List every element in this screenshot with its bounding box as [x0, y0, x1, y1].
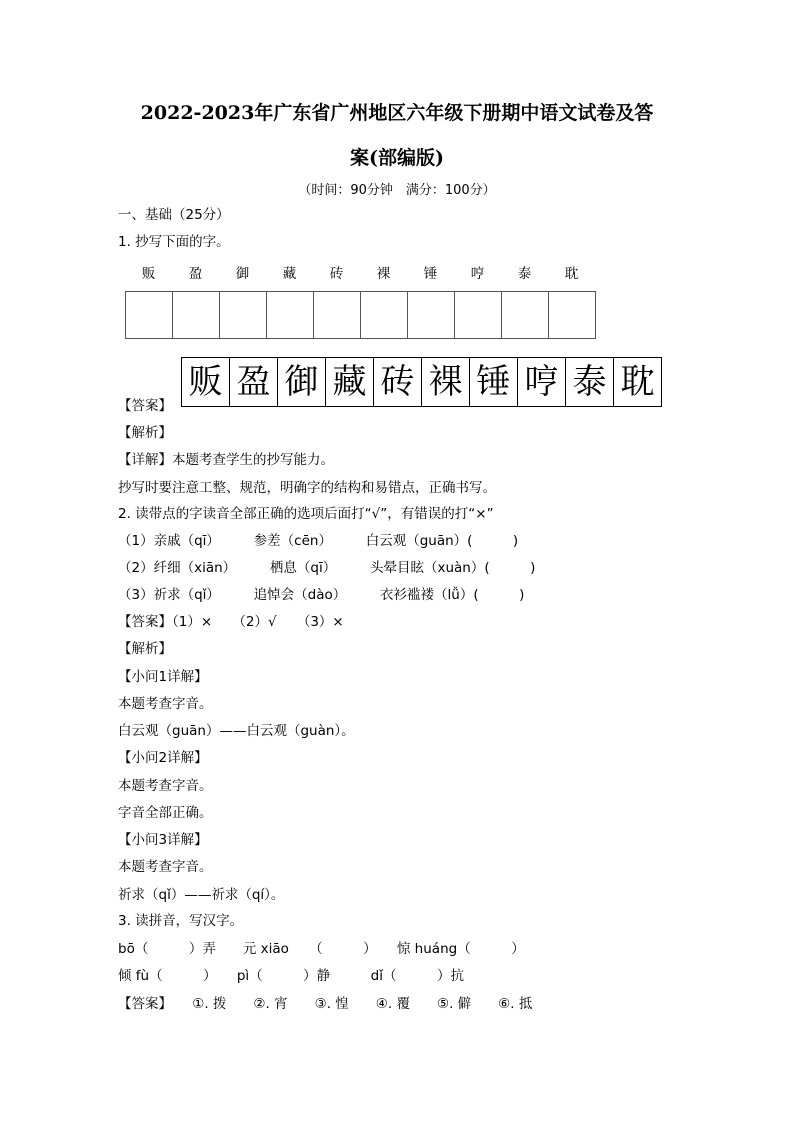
q3-line-2: 倾 fù（ ） pì（ ）静 dǐ（ ）抗 — [118, 968, 464, 984]
detail-text: 抄写时要注意工整、规范，明确字的结构和易错点，正确书写。 — [118, 480, 496, 496]
char: 贩 — [141, 266, 156, 282]
char: 泰 — [517, 266, 532, 282]
char: 裸 — [376, 266, 391, 282]
char: 御 — [235, 266, 250, 282]
answer-char: 御 — [278, 358, 326, 406]
q2-option-3: （3）祈求（qǐ） 追悼会（dào） 衣衫褴褛（lǚ）( ) — [118, 587, 525, 603]
copy-characters — [125, 262, 595, 282]
answer-characters-image — [181, 357, 662, 407]
q2-line: 本题考查字音。 — [118, 696, 213, 712]
answer-char: 锤 — [470, 358, 518, 406]
q3-answer: 【答案】 ①. 拨 ②. 宵 ③. 惶 ④. 覆 ⑤. 僻 ⑥. 抵 — [118, 996, 533, 1012]
q2-line: 【小问3详解】 — [118, 832, 208, 848]
question-1: 1. 抄写下面的字。 — [118, 234, 230, 250]
subtitle: （时间：90分钟 满分：100分） — [298, 183, 496, 198]
q2-option-1: （1）亲戚（qī） 参差（cēn） 白云观（guān）( ) — [118, 533, 519, 549]
q2-option-2: （2）纤细（xiān） 栖息（qī） 头晕目眩（xuàn）( ) — [118, 560, 536, 576]
char: 锤 — [423, 266, 438, 282]
section-heading: 一、基础（25分） — [118, 207, 230, 223]
question-2: 2. 读带点的字读音全部正确的选项后面打“√”，有错误的打“×” — [118, 506, 494, 522]
char: 藏 — [282, 266, 297, 282]
answer-label: 【答案】 — [118, 398, 172, 414]
q2-line: 【小问2详解】 — [118, 750, 208, 766]
question-3: 3. 读拼音，写汉字。 — [118, 913, 244, 929]
answer-char: 裸 — [422, 358, 470, 406]
char: 砖 — [329, 266, 344, 282]
char: 哼 — [470, 266, 485, 282]
q2-line: 祈求（qǐ）——祈求（qí）。 — [118, 887, 285, 903]
answer-char: 泰 — [566, 358, 614, 406]
answer-char: 藏 — [326, 358, 374, 406]
char: 耽 — [564, 266, 579, 282]
detail: 【详解】本题考查学生的抄写能力。 — [118, 452, 334, 468]
answer-char: 耽 — [614, 358, 662, 406]
q2-line: 【小问1详解】 — [118, 669, 208, 685]
writing-grid — [125, 291, 596, 339]
q2-line: 本题考查字音。 — [118, 859, 213, 875]
analysis-label: 【解析】 — [118, 425, 172, 441]
title-line-2: 案(部编版) — [350, 147, 444, 169]
answer-char: 砖 — [374, 358, 422, 406]
q2-line: 字音全部正确。 — [118, 805, 213, 821]
answer-char: 哼 — [518, 358, 566, 406]
q2-line: 白云观（guān）——白云观（guàn）。 — [118, 723, 355, 739]
q2-line: 【解析】 — [118, 641, 172, 657]
q3-line-1: bō（ ）弄 元 xiāo （ ） 惊 huáng（ ） — [118, 941, 525, 957]
q2-answer: 【答案】（1）× （2）√ （3）× — [118, 614, 344, 630]
q2-line: 本题考查字音。 — [118, 778, 213, 794]
title-line-1: 2022-2023年广东省广州地区六年级下册期中语文试卷及答 — [140, 102, 654, 124]
answer-char: 贩 — [182, 358, 230, 406]
answer-char: 盈 — [230, 358, 278, 406]
char: 盈 — [188, 266, 203, 282]
